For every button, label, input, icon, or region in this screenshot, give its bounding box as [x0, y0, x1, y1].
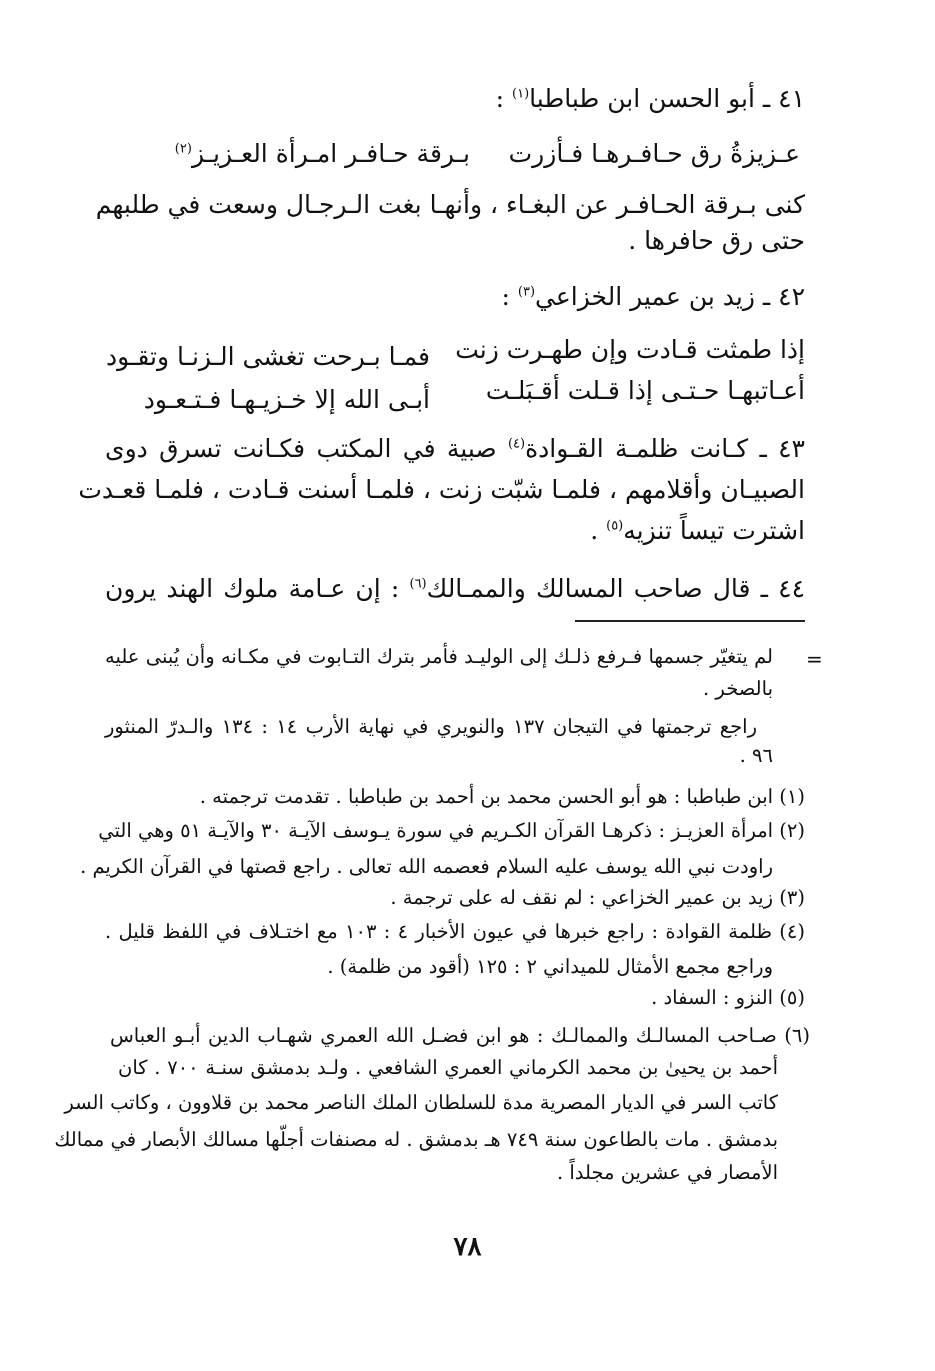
entry-41-heading-colon: : [495, 84, 513, 113]
entry-42-verse-1-left-hemistich: فمـا بـرحت تغشى الـزنـا وتقـود [106, 342, 430, 371]
entry-42-verse-1-right-hemistich: إذا طمثت قـادت وإن طهـرت زنت [455, 335, 805, 364]
footnote-6-line-2: أحمد بن يحيىٰ بن محمد الكرماني العمري الشافعي . ولـد بدمشق سنـة ٧٠٠ . كان [118, 1056, 778, 1079]
entry-42-heading-text: ٤٢ ـ زيد بن عمير الخزاعي [535, 282, 805, 311]
entry-43-line-1-text: ٤٣ ـ كـانت ظلمـة القـوادة [525, 434, 805, 463]
footnote-1: (١) ابن طباطبا : هو أبو الحسن محمد بن أحمد بن طباطبا . تقدمت ترجمته . [199, 785, 805, 808]
entry-42-heading-colon: : [501, 282, 518, 311]
entry-44-line-1-end: : إن عـامة ملوك الهند يرون [105, 574, 410, 603]
entry-41-verse-left-hemistich [175, 137, 470, 171]
entry-41-verse-right-hemistich: عـزيزةُ رق حـافـرهـا فـأزرت [508, 139, 800, 168]
footnote-ref-1: (١) [512, 86, 530, 102]
entry-43-line-3-text: اشترت تيساً تنزيه [623, 516, 805, 545]
entry-43-line-3-end: . [590, 516, 607, 545]
entry-41-line-1: كنى بـرقة الحـافـر عن البغـاء ، وأنهـا بغت الـرجـال وسعت في طلبهم [95, 190, 805, 219]
footnote-ref-3: (٣) [517, 284, 536, 300]
footnote-6-line-4: بدمشق . مات بالطاعون سنة ٧٤٩ هـ بدمشق . له مصنفات أجلّها مسالك الأبصار في ممالك [54, 1128, 778, 1151]
entry-43-line-2: الصبيـان وأقلامهم ، فلمـا شبّت زنت ، فلمـا أسنت قـادت ، فلمـا قعـدت [78, 475, 805, 504]
footnote-6-line-5: الأمصار في عشرين مجلداً . [556, 1161, 778, 1184]
entry-42-verse-2-left-hemistich: أبـى الله إلا خـزيـهـا فـتـعـود [143, 385, 430, 414]
entry-41-line-2: حتى رق حافرها . [628, 226, 805, 255]
footnote-6-line-1: (٦) صـاحب المسالـك والممالـك : هو ابن فضـل الله العمري شهـاب الدين أبـو العباس [110, 1024, 810, 1047]
entry-44-line-1-text: ٤٤ ـ قال صاحب المسالك والممـالك [426, 574, 805, 603]
footnote-ref-4: (٤) [507, 436, 526, 452]
footnote-ref-2: (٢) [174, 141, 192, 157]
footnote-continuation-line-2: بالصخر . [703, 677, 773, 700]
entry-43-line-3 [105, 514, 805, 548]
footnote-reference-line-1: راجع ترجمتها في التيجان ١٣٧ والنويري في نهاية الأرب ١٤ : ١٣٤ والـدرّ المنثور [105, 715, 757, 738]
footnote-ref-6: (٦) [409, 576, 427, 592]
footnote-4-line-2: وراجع مجمع الأمثال للميداني ٢ : ١٢٥ (أقود من ظلمة) . [327, 955, 773, 978]
footnote-6-line-3: كاتب السر في الديار المصرية مدة للسلطان الملك الناصر محمد بن قلاوون ، وكاتب السر [64, 1091, 778, 1114]
entry-42-heading [300, 280, 805, 314]
footnote-reference-line-2: ٩٦ . [739, 744, 773, 767]
entry-42-verse-2-right-hemistich: أعـاتبهـا حـتـى إذا قـلت أقـبَلـت [485, 376, 805, 405]
footnote-2-line-2: راودت نبي الله يوسف عليه السلام فعصمه الله تعالى . راجع قصتها في القرآن الكريم . [80, 855, 773, 878]
footnote-4-line-1: (٤) ظلمة القوادة : راجع خبرها في عيون الأخبار ٤ : ١٠٣ مع اختـلاف في اللفظ قليل . [105, 920, 806, 943]
footnote-separator [575, 620, 805, 622]
entry-44-line-1 [105, 572, 805, 606]
entry-41-heading [300, 82, 805, 116]
entry-41-heading-text: ٤١ ـ أبو الحسن ابن طباطبا [529, 84, 805, 113]
footnote-ref-5: (٥) [606, 518, 624, 534]
footnote-5: (٥) النزو : السفاد . [651, 986, 805, 1009]
footnote-continuation-line-1: لم يتغيّر جسمها فـرفع ذلـك إلى الوليـد فأمر بترك التـابوت في مكـانه وأن يُبنى عليه [105, 645, 773, 668]
entry-43-line-1 [105, 432, 805, 466]
entry-43-line-1-end: صبية في المكتب فكـانت تسرق دوى [105, 434, 508, 463]
footnote-3: (٣) زيد بن عمير الخزاعي : لم نقف له على ترجمة . [390, 886, 805, 909]
page-number: ٧٨ [453, 1232, 482, 1262]
footnote-2-line-1: (٢) امرأة العزيـز : ذكرهـا القرآن الكـريم في سورة يـوسف الآيـة ٣٠ والآيـة ٥١ وهي التي [98, 819, 805, 842]
continuation-marker: = [806, 647, 823, 671]
entry-41-verse-left-text: بـرقة حـافـر امـرأة العـزيـز [191, 139, 470, 168]
